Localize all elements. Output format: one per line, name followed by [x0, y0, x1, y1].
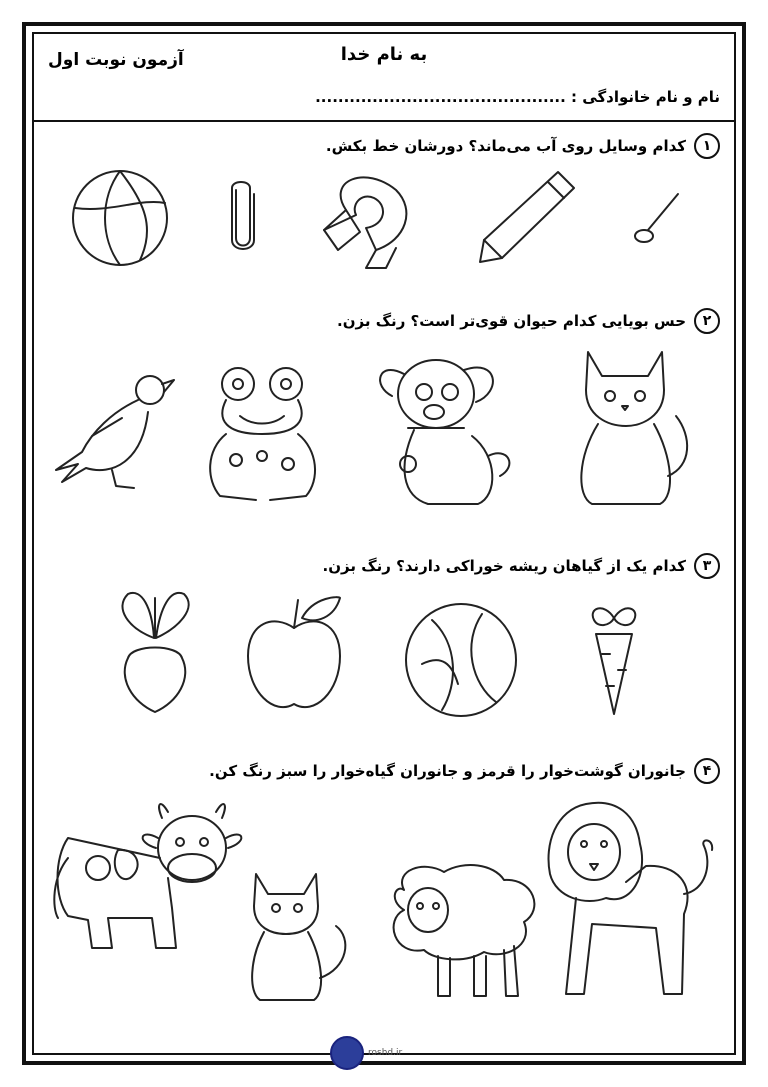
- apple-icon[interactable]: [244, 592, 344, 716]
- cow-icon[interactable]: [48, 798, 244, 958]
- footer-url: roshd.ir: [368, 1048, 403, 1058]
- question-2: [337, 308, 720, 334]
- cat-icon[interactable]: [572, 346, 692, 510]
- question-text: حس بویایی کدام حیوان قوی‌تر است؟ رنگ بزن.: [337, 312, 686, 330]
- frog-icon[interactable]: [196, 360, 330, 510]
- lion-icon[interactable]: [536, 794, 720, 1000]
- question-number: ۱: [694, 133, 720, 159]
- question-number: ۳: [694, 553, 720, 579]
- bismillah-heading: به نام خدا: [340, 44, 428, 65]
- question-4: [209, 758, 720, 784]
- cat-icon[interactable]: [244, 868, 356, 1004]
- beet-icon[interactable]: [108, 588, 202, 716]
- question-text: کدام وسایل روی آب می‌ماند؟ دورشان خط بکش.: [325, 137, 686, 155]
- nail-icon[interactable]: [632, 190, 684, 246]
- student-name-field[interactable]: نام و نام خانوادگی : ............................................: [315, 88, 720, 106]
- question-text: جانوران گوشت‌خوار را قرمز و جانوران گیاه‌خوار را سبز رنگ کن.: [209, 762, 686, 780]
- question-text: کدام یک از گیاهان ریشه خوراکی دارند؟ رنگ بزن.: [322, 557, 686, 575]
- magnet-icon[interactable]: [316, 170, 420, 270]
- sheep-icon[interactable]: [384, 860, 546, 1002]
- carrot-icon[interactable]: [584, 598, 644, 718]
- publisher-logo: [330, 1036, 364, 1070]
- question-number: ۴: [694, 758, 720, 784]
- question-number: ۲: [694, 308, 720, 334]
- dog-icon[interactable]: [368, 346, 518, 514]
- paperclip-icon[interactable]: [226, 180, 256, 252]
- pencil-icon[interactable]: [474, 168, 578, 264]
- question-1: [326, 133, 720, 159]
- header-divider: [32, 120, 736, 122]
- bird-icon[interactable]: [52, 372, 176, 492]
- question-3: [323, 553, 720, 579]
- ball-icon[interactable]: [70, 168, 170, 268]
- exam-title: آزمون نوبت اول: [48, 50, 184, 70]
- cabbage-icon[interactable]: [402, 594, 520, 720]
